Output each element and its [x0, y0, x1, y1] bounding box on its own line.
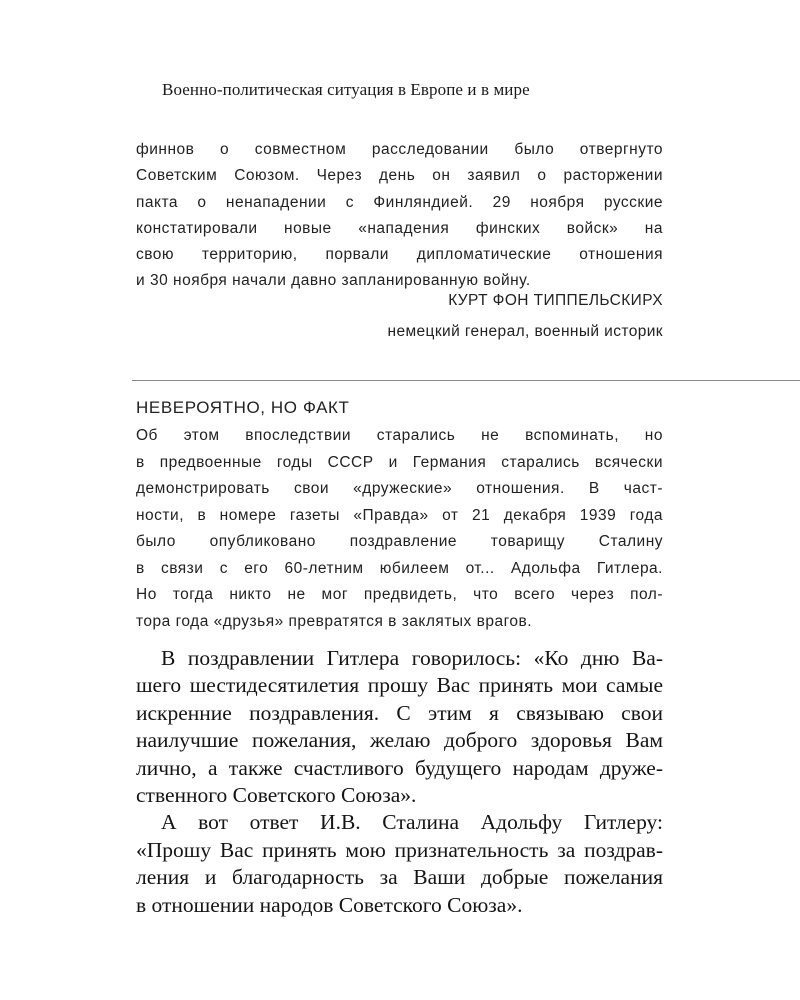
- running-head: Военно-политическая ситуация в Европе и в мире: [162, 80, 530, 99]
- paragraph-line: В поздравлении Гитлера говорилось: «Ко дню Ва-: [161, 646, 663, 670]
- quote-line: свою территорию, порвали дипломатические отношения: [136, 246, 663, 264]
- paragraph-line: ления и благодарность за Ваши добрые пожелания: [136, 865, 663, 890]
- fact-line: ности, в номере газеты «Правда» от 21 декабря 1939 года: [136, 506, 663, 524]
- fact-line: тора года «друзья» превратятся в заклятых врагов.: [136, 612, 533, 630]
- fact-line: в связи с его 60-летним юбилеем от... Адольфа Гитлера.: [136, 559, 663, 577]
- fact-line: Об этом впоследствии старались не вспоминать, но: [136, 427, 663, 444]
- main-text: [136, 645, 663, 919]
- quote-line: Советским Союзом. Через день он заявил о расторжении: [136, 167, 663, 185]
- fact-line: было опубликовано поздравление товарищу Сталину: [136, 533, 663, 550]
- fact-line: Но тогда никто не мог предвидеть, что всего через пол-: [136, 586, 663, 603]
- paragraph-line: в отношении народов Советского Союза».: [136, 892, 523, 917]
- quote-line: констатировали новые «нападения финских войск» на: [136, 219, 663, 237]
- paragraph-line: наилучшие пожелания, желаю доброго здоровья Вам: [136, 728, 663, 753]
- fact-box-text: [136, 423, 663, 635]
- quote-block: [136, 137, 663, 295]
- quote-author: КУРТ ФОН ТИППЕЛЬСКИРХ: [448, 292, 663, 309]
- paragraph-line: «Прошу Вас принять мою признательность за поздрав-: [136, 837, 663, 862]
- fact-box-heading: НЕВЕРОЯТНО, НО ФАКТ: [136, 398, 350, 417]
- paragraph-line: ственного Советского Союза».: [136, 782, 417, 807]
- paragraph-line: лично, а также счастливого будущего народам друже-: [136, 755, 663, 780]
- quote-author-role: немецкий генерал, военный историк: [387, 323, 663, 340]
- paragraph-line: искренние поздравления. С этим я связываю свои: [136, 700, 663, 725]
- section-divider: [132, 380, 800, 381]
- quote-line: финнов о совместном расследовании было отвергнуто: [136, 141, 663, 158]
- fact-line: демонстрировать свои «дружеские» отношения. В част-: [136, 480, 663, 497]
- quote-line: и 30 ноября начали давно запланированную войну.: [136, 272, 531, 290]
- paragraph-line: шего шестидесятилетия прошу Вас принять мои самые: [136, 673, 663, 698]
- quote-line: пакта о ненападении с Финляндией. 29 ноября русские: [136, 193, 663, 211]
- fact-line: в предвоенные годы СССР и Германия старались всячески: [136, 453, 663, 471]
- paragraph-line: А вот ответ И.В. Сталина Адольфу Гитлеру:: [161, 810, 663, 835]
